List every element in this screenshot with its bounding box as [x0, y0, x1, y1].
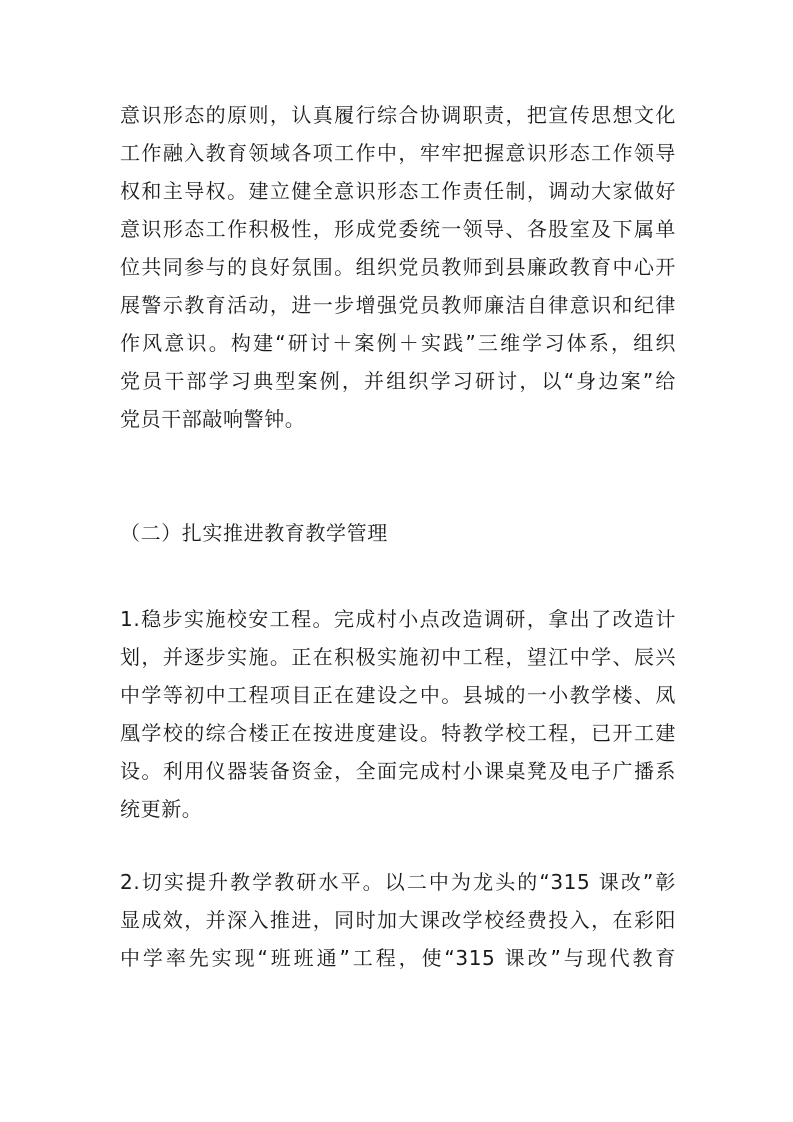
text-line: 1.稳步实施校安工程。完成村小点改造调研，拿出了改造计: [120, 607, 676, 631]
heading-text: （二）扎实推进教育教学管理: [120, 521, 388, 545]
text-line: 工作融入教育领域各项工作中，牢牢把握意识形态工作领导: [120, 141, 676, 165]
section-heading: [120, 514, 676, 552]
text-line: 权和主导权。建立健全意识形态工作责任制，调动大家做好: [120, 179, 676, 203]
text-line: 显成效，并深入推进，同时加大课改学校经费投入，在彩阳: [120, 908, 676, 932]
text-line: 凰学校的综合楼正在按进度建设。特教学校工程，已开工建: [120, 721, 676, 745]
text-line: 展警示教育活动，进一步增强党员教师廉洁自律意识和纪律: [120, 293, 676, 317]
text-line: 中学率先实现“班班通”工程，使“315 课改”与现代教育: [120, 946, 676, 970]
text-line: 设。利用仪器装备资金，全面完成村小课桌凳及电子广播系: [120, 759, 676, 783]
text-line: 作风意识。构建“研讨＋案例＋实践”三维学习体系，组织: [120, 331, 676, 355]
text-line: 划，并逐步实施。正在积极实施初中工程，望江中学、辰兴: [120, 645, 676, 669]
text-line: 党员干部学习典型案例，并组织学习研讨，以“身边案”给: [120, 369, 676, 393]
text-line: 统更新。: [120, 797, 203, 821]
text-line: 位共同参与的良好氛围。组织党员教师到县廉政教育中心开: [120, 255, 676, 279]
text-line: 2.切实提升教学教研水平。以二中为龙头的“315 课改”彰: [120, 870, 676, 894]
text-line: 党员干部敲响警钟。: [120, 407, 306, 431]
text-line: 中学等初中工程项目正在建设之中。县城的一小教学楼、凤: [120, 683, 676, 707]
paragraph-teaching-research: [120, 863, 676, 977]
paragraph-school-safety-project: [120, 600, 676, 828]
text-line: 意识形态的原则，认真履行综合协调职责，把宣传思想文化: [120, 103, 676, 127]
paragraph-ideology-work: [120, 96, 676, 438]
text-line: 意识形态工作积极性，形成党委统一领导、各股室及下属单: [120, 217, 676, 241]
